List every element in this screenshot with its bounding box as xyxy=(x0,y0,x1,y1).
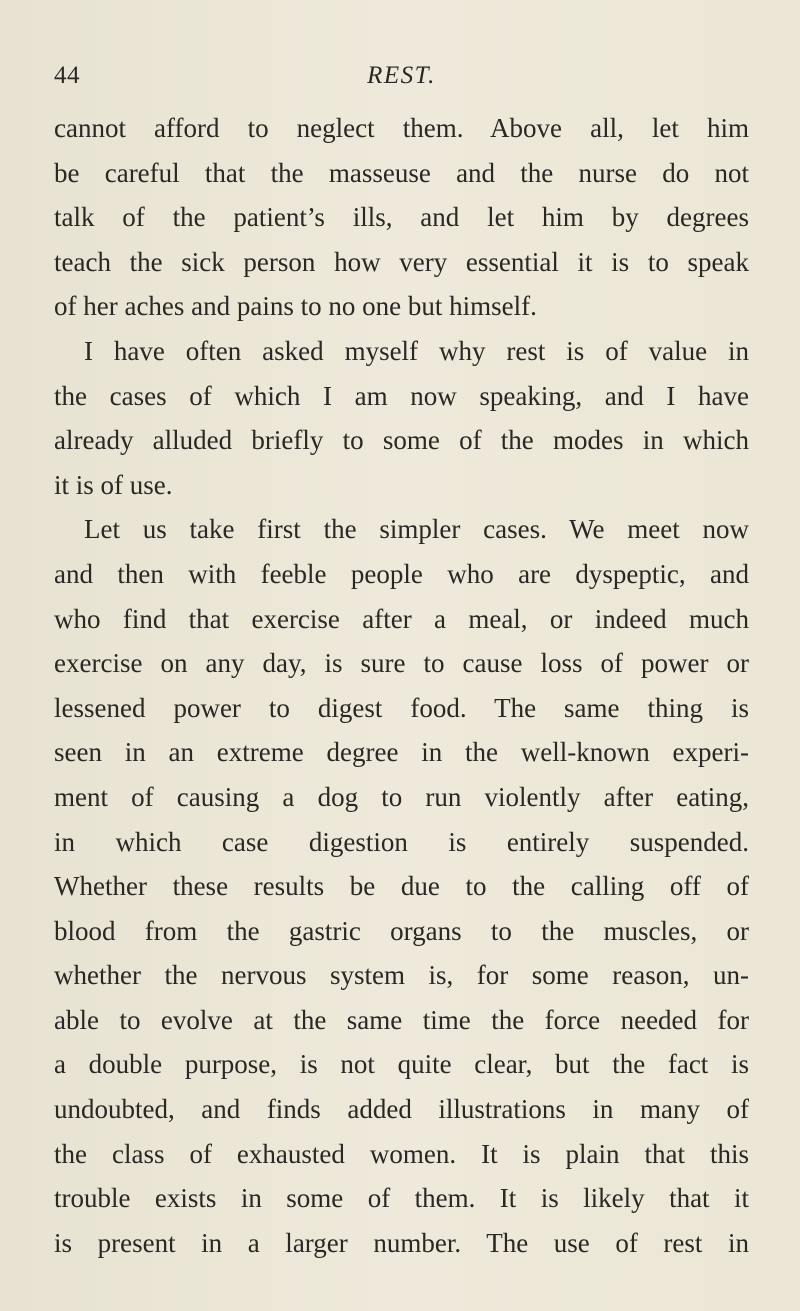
page-number: 44 xyxy=(54,62,80,89)
text-line: in which case digestion is entirely suspended. xyxy=(54,826,749,857)
text-line: who find that exercise after a meal, or indeed much xyxy=(54,603,749,634)
text-line: talk of the patient’s ills, and let him by degrees xyxy=(54,202,749,233)
text-line: teach the sick person how very essential it is to speak xyxy=(54,246,749,277)
text-line: Whether these results be due to the calling off of xyxy=(54,871,749,902)
text-line: lessened power to digest food. The same thing is xyxy=(54,692,749,723)
text-line: blood from the gastric organs to the muscles, or xyxy=(54,915,749,946)
text-line: the cases of which I am now speaking, and I have xyxy=(54,380,749,411)
text-line: of her aches and pains to no one but himself. xyxy=(54,291,537,322)
text-line: trouble exists in some of them. It is likely that it xyxy=(54,1183,749,1214)
body-text xyxy=(54,106,749,1265)
text-line: able to evolve at the same time the force needed for xyxy=(54,1004,749,1035)
text-line: whether the nervous system is, for some reason, un- xyxy=(54,960,749,991)
page-header xyxy=(54,62,749,98)
text-line: seen in an extreme degree in the well-known experi- xyxy=(54,737,749,768)
text-line: ment of causing a dog to run violently after eating, xyxy=(54,781,749,812)
text-line: is present in a larger number. The use of rest in xyxy=(54,1227,749,1258)
text-line: a double purpose, is not quite clear, but the fact is xyxy=(54,1049,749,1080)
text-line: already alluded briefly to some of the modes in which xyxy=(54,425,749,456)
text-line: I have often asked myself why rest is of value in xyxy=(84,335,749,366)
text-line: and then with feeble people who are dyspeptic, and xyxy=(54,558,749,589)
text-line: the class of exhausted women. It is plain that this xyxy=(54,1138,749,1169)
text-line: exercise on any day, is sure to cause loss of power or xyxy=(54,648,749,679)
text-line: cannot afford to neglect them. Above all, let him xyxy=(54,113,749,143)
text-line: Let us take first the simpler cases. We meet now xyxy=(84,514,749,545)
running-head: REST. xyxy=(367,62,436,89)
text-line: it is of use. xyxy=(54,469,173,500)
text-line: undoubted, and finds added illustrations in many of xyxy=(54,1094,749,1125)
text-line: be careful that the masseuse and the nurse do not xyxy=(54,157,749,188)
